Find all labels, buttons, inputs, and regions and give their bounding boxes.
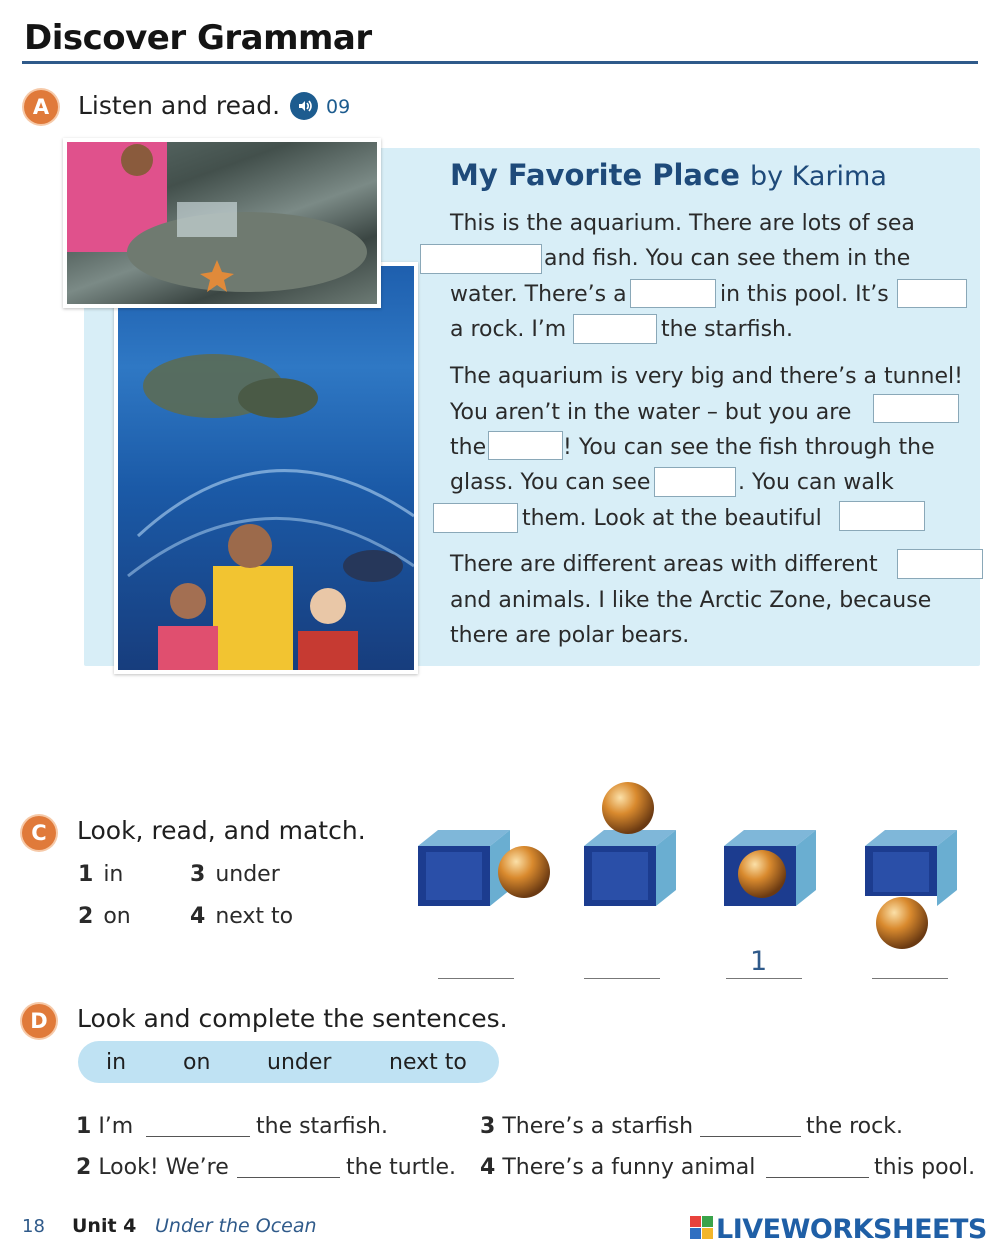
box-on [584,782,676,906]
box-next-to [418,830,550,906]
option-number: 2 [78,904,94,929]
sentence-number: 3 [480,1114,496,1139]
bank-word-under: under [267,1050,332,1075]
sentence-before: Look! We’re [98,1155,229,1180]
match-answer-filled: 1 [750,946,768,977]
sentence-3-start [480,1114,693,1139]
section-a-heading: Listen and read. [78,91,281,120]
liveworksheets-text: LIVEWORKSHEETS [716,1214,987,1245]
story-line-10: There are different areas with different [450,552,878,577]
section-a-badge: A [24,90,58,124]
story-line-2: and fish. You can see them in the [544,246,911,271]
liveworksheets-mark-icon [690,1216,714,1240]
story-line-1: This is the aquarium. There are lots of sea [450,211,915,236]
story-blank-2[interactable] [630,279,716,308]
story-line-4a: a rock. I’m [450,317,567,342]
bank-word-on: on [183,1050,211,1075]
sentence-4-blank[interactable] [766,1177,869,1178]
sentence-before: There’s a starfish [502,1114,694,1139]
sentence-3-blank[interactable] [700,1136,801,1137]
option-number: 1 [78,862,94,887]
starfish-pool-photo [63,138,381,308]
story-line-8b: . You can walk [738,470,894,495]
match-answer-line-1[interactable] [438,978,514,979]
sentence-2-start [76,1155,229,1180]
story-line-5: The aquarium is very big and there’s a tunnel! [450,364,963,389]
option-number: 4 [190,904,206,929]
story-line-11: and animals. I like the Arctic Zone, because [450,588,932,613]
story-blank-6[interactable] [488,431,563,460]
section-c-badge: C [22,816,56,850]
story-blank-4[interactable] [573,314,657,344]
sentence-2-end: the turtle. [346,1155,456,1180]
box-ball-illustrations [410,778,970,953]
title-rule [22,61,978,64]
sentence-before: There’s a funny animal [502,1155,756,1180]
sentence-1-end: the starfish. [256,1114,388,1139]
bank-word-in: in [106,1050,127,1075]
story-line-7a: the [450,435,487,460]
sentence-number: 2 [76,1155,92,1180]
story-blank-10[interactable] [897,549,983,579]
story-blank-7[interactable] [654,467,736,497]
match-answer-line-3[interactable] [726,978,802,979]
option-next-to [190,904,293,929]
sentence-1-blank[interactable] [146,1136,250,1137]
box-in [724,830,816,906]
option-on [78,904,131,929]
section-c-heading: Look, read, and match. [77,816,366,845]
story-blank-9[interactable] [839,501,925,531]
sentence-1-start [76,1114,133,1139]
aquarium-tunnel-photo [114,262,418,674]
story-line-4b: the starfish. [661,317,793,342]
story-line-8a: glass. You can see [450,470,651,495]
story-line-12: there are polar bears. [450,623,690,648]
story-line-9: them. Look at the beautiful [522,506,822,531]
page-number: 18 [22,1216,45,1237]
sentence-3-end: the rock. [806,1114,903,1139]
option-word: next to [215,904,294,929]
option-number: 3 [190,862,206,887]
section-d-heading: Look and complete the sentences. [77,1004,508,1033]
story-line-3a: water. There’s a [450,282,627,307]
sentence-before: I’m [98,1114,134,1139]
story-title [450,158,887,192]
story-blank-5[interactable] [873,394,959,423]
option-word: on [103,904,131,929]
story-line-3b: in this pool. It’s [720,282,889,307]
story-blank-1[interactable] [420,244,542,274]
box-under [865,830,957,949]
match-answer-line-2[interactable] [584,978,660,979]
option-under [190,862,280,887]
unit-topic: Under the Ocean [155,1215,317,1237]
option-word: under [215,862,280,887]
track-number: 09 [326,96,351,118]
story-byline: by Karima [749,161,887,192]
sentence-number: 4 [480,1155,496,1180]
sentence-4-end: this pool. [874,1155,976,1180]
bank-word-next-to: next to [389,1050,467,1075]
match-answer-line-4[interactable] [872,978,948,979]
audio-icon[interactable] [290,92,318,120]
sentence-4-start [480,1155,755,1180]
section-d-badge: D [22,1004,56,1038]
sentence-number: 1 [76,1114,92,1139]
story-line-7b: ! You can see the fish through the [563,435,935,460]
story-blank-8[interactable] [433,503,518,533]
sentence-2-blank[interactable] [237,1177,340,1178]
page-title: Discover Grammar [24,18,372,58]
story-line-6: You aren’t in the water – but you are [450,400,852,425]
option-in [78,862,123,887]
story-title-text: My Favorite Place [450,158,740,192]
story-blank-3[interactable] [897,279,967,308]
unit-label: Unit 4 [72,1215,137,1237]
option-word: in [103,862,124,887]
